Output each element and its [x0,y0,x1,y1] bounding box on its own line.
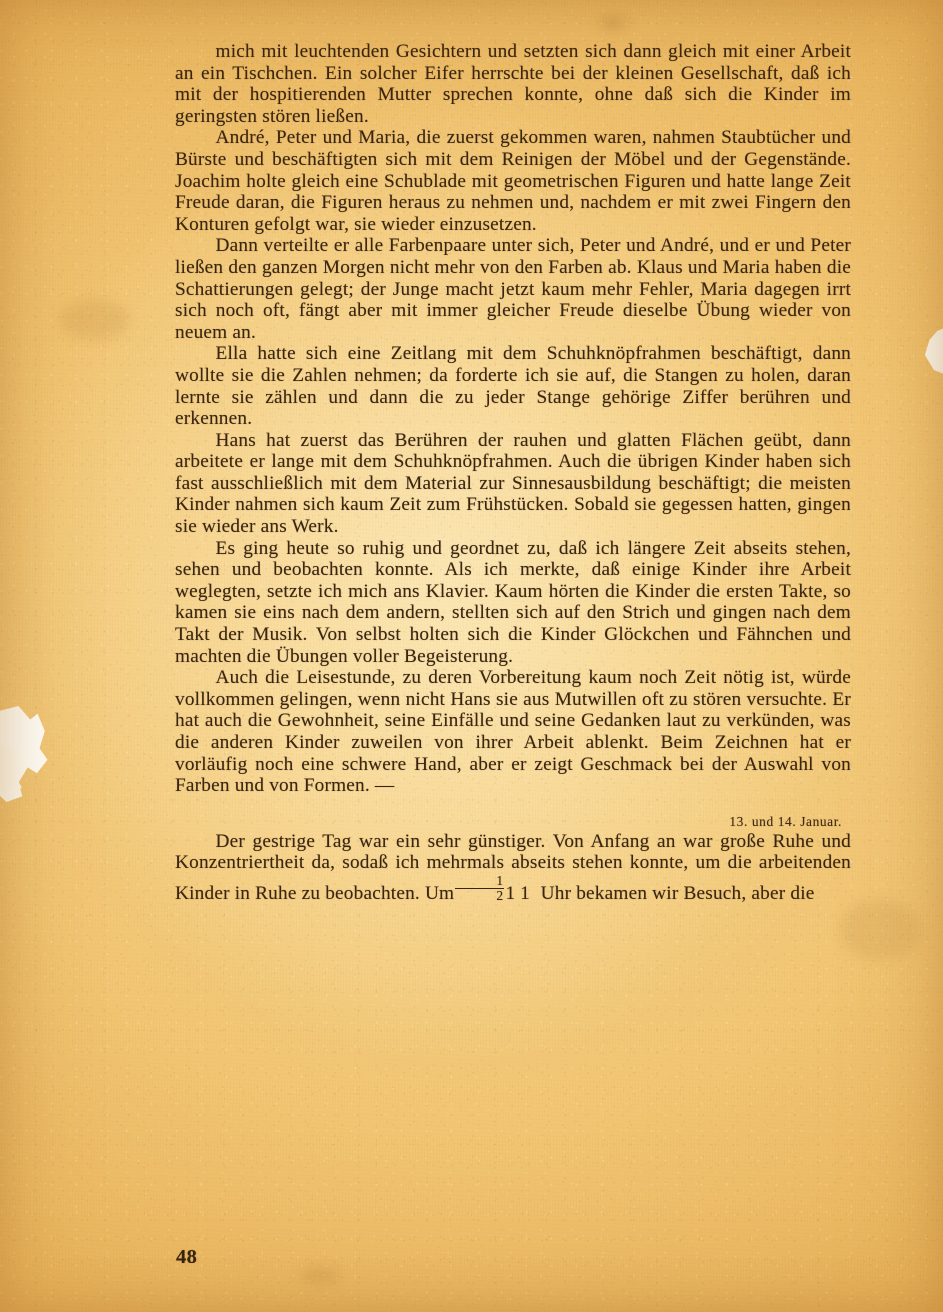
page-text-body [175,41,851,905]
paragraph: Hans hat zuerst das Berühren der rauhen und glatten Flächen geübt, dann arbeitete er lange mit dem Schuhknöpfrahmen. Auch die übrigen Kinder haben sich fast ausschließlich mit dem Material zur Sinnesausbildung beschäftigt; die meisten Kinder nahmen sich kaum Zeit zum Frühstücken. Sobald sie gegessen hatten, gingen sie wieder ans Werk. [175,429,851,538]
hour-number: 11 [505,882,536,904]
paragraph: André, Peter und Maria, die zuerst gekommen waren, nahmen Staubtücher und Bürste und beschäftigten sich mit dem Reinigen der Möbel und der Gegenstände. Joachim holte gleich eine Schublade mit geometrischen Figuren und hatte lange Zeit Freude daran, die Figuren heraus zu nehmen und, nachdem er mit zwei Fingern den Konturen gefolgt war, sie wieder einzusetzen. [175,127,851,235]
fraction-denominator: 2 [496,888,504,904]
paper-stain [840,900,920,960]
paragraph: Dann verteilte er alle Farbenpaare unter sich, Peter und André, und er und Peter ließen den ganzen Morgen nicht mehr von den Farben ab. Klaus und Maria haben die Schattierungen gelegt; der Junge macht jetzt kaum mehr Fehler, Maria dagegen irrt sich noch oft, fängt aber mit immer gleicher Freude dieselbe Übung wieder von neuem an. [175,235,851,343]
one-half-fraction [455,874,504,903]
fraction-numerator: 1 [455,874,504,889]
final-paragraph-text-before: Der gestrige Tag war ein sehr günstiger. Von Anfang an war große Ruhe und Konzentriertheit da, sodaß ich mehrmals abseits stehen konnte, um die arbeitenden Kinder in Ruhe zu beobachten. Um [175,830,851,904]
final-paragraph-text-after: Uhr bekamen wir Besuch, aber die [540,882,815,904]
paragraph: Ella hatte sich eine Zeitlang mit dem Schuhknöpfrahmen beschäftigt, dann wollte sie die Zahlen nehmen; da forderte ich sie auf, die Stangen zu holen, daran lernte sie zählen und dann die zu jeder Stange gehörige Ziffer berühren und erkennen. [175,343,851,430]
page-number: 48 [176,1246,198,1268]
paragraph: mich mit leuchtenden Gesichtern und setzten sich dann gleich mit einer Arbeit an ein Tischchen. Ein solcher Eifer herrschte bei der kleinen Gesellschaft, daß ich mit der hospitierenden Mutter sprechen konnte, ohne daß sich die Kinder im geringsten stören ließen. [175,41,851,127]
paper-stain [300,1268,340,1282]
date-heading: 13. und 14. Januar. [729,813,842,829]
paper-stain [60,300,130,340]
paragraph: Es ging heute so ruhig und geordnet zu, daß ich längere Zeit abseits stehen, sehen und beobachten konnte. Als ich merkte, daß einige Kinder ihre Arbeit weglegten, setzte ich mich ans Klavier. Kaum hörten die Kinder die ersten Takte, so kamen sie eins nach dem andern, stellten sich auf den Strich und gingen nach dem Takt der Musik. Von selbst holten sich die Kinder Glöckchen und Fähnchen und machten die Übungen voller Begeisterung. [175,537,851,667]
paragraph-final [175,831,851,905]
torn-edge-left-lower [0,744,34,792]
torn-edge-left [0,706,62,802]
paper-stain [600,18,626,28]
torn-edge-right [921,326,943,376]
paragraph: Auch die Leisestunde, zu deren Vorbereitung kaum noch Zeit nötig ist, würde vollkommen gelingen, wenn nicht Hans sie aus Mutwillen oft zu stören versuchte. Er hat auch die Gewohnheit, seine Einfälle und seine Gedanken laut zu verkünden, was die anderen Kinder zuweilen von ihrer Arbeit ablenkt. Beim Zeichnen hat er vorläufig noch eine schwere Hand, aber er zeigt Geschmack bei der Auswahl von Farben und von Formen. — [175,667,851,797]
